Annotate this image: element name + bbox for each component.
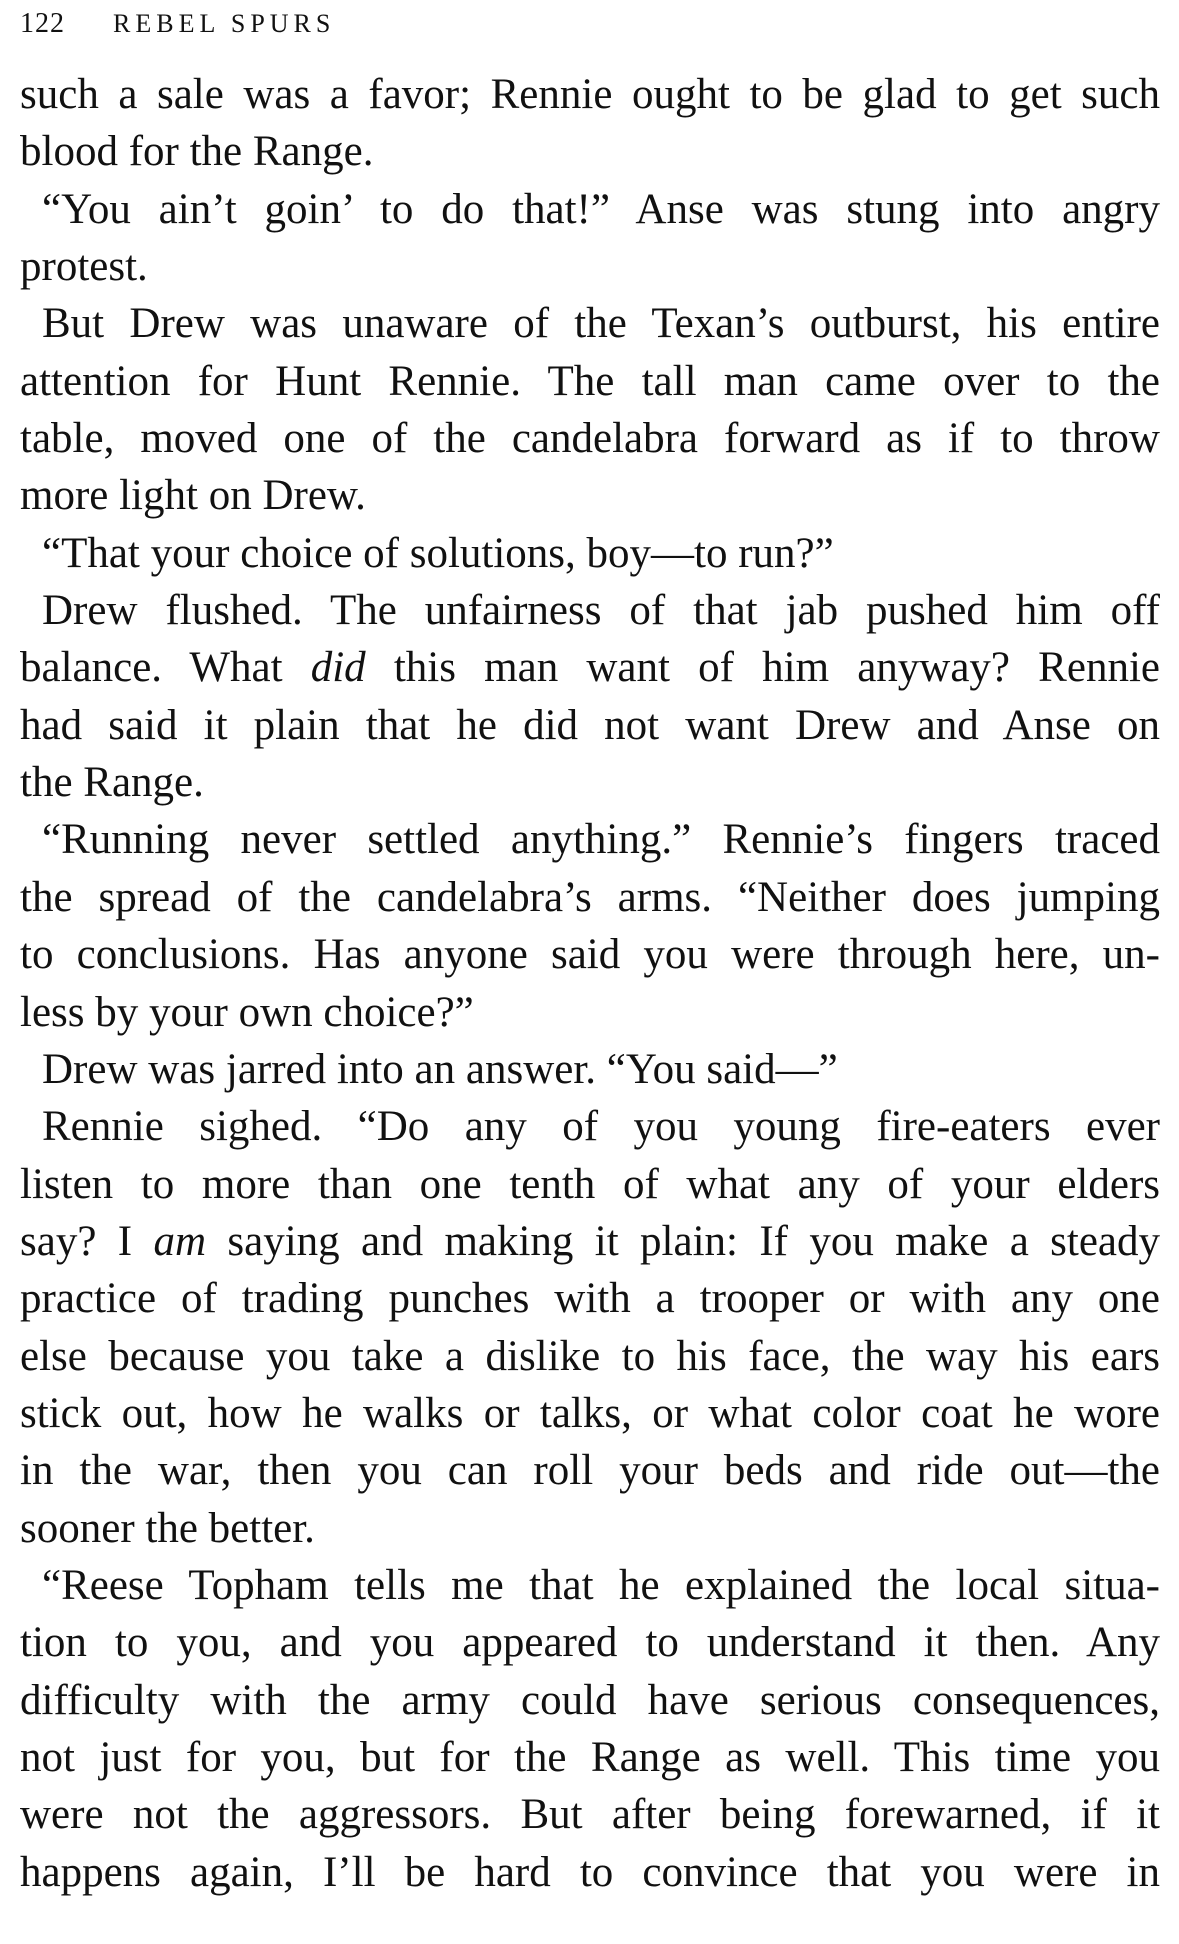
text-line: “Reese Topham tells me that he explained the local situa- [42,1561,1160,1609]
page-number: 122 [20,8,65,39]
text-line: stick out, how he walks or talks, or what color coat he wore [20,1389,1160,1437]
text-line: Drew flushed. The unfairness of that jab pushed him off [42,587,1160,635]
book-title: REBEL SPURS [113,9,336,38]
text-line: But Drew was unaware of the Texan’s outburst, his entire [42,300,1160,348]
text-line: sooner the better. [20,1504,315,1552]
text-line: Rennie sighed. “Do any of you young fire-eaters ever [42,1103,1160,1151]
text-line: the Range. [20,759,204,807]
text-line: protest. [20,243,148,291]
body-text [20,66,1160,1901]
text-line: to conclusions. Has anyone said you were through here, un- [20,931,1160,979]
text-line: less by your own choice?” [20,988,474,1036]
text-line: tion to you, and you appeared to understand it then. Any [20,1619,1160,1667]
text-line: more light on Drew. [20,472,366,520]
emphasis: did [310,644,366,692]
text-line: blood for the Range. [20,128,374,176]
text-line: table, moved one of the candelabra forward as if to throw [20,415,1160,463]
text-line: happens again, I’ll be hard to convince that you were in [20,1848,1160,1896]
text-line: else because you take a dislike to his face, the way his ears [20,1332,1160,1380]
running-head [20,10,335,38]
text-line: in the war, then you can roll your beds and ride out—the [20,1447,1160,1495]
text-line: such a sale was a favor; Rennie ought to be glad to get such [20,71,1160,118]
text-line: Drew was jarred into an answer. “You said—” [42,1045,838,1093]
text-line: practice of trading punches with a trooper or with any one [20,1275,1160,1323]
text-line: the spread of the candelabra’s arms. “Neither does jumping [20,873,1160,921]
text-line: “That your choice of solutions, boy—to run?” [42,529,834,577]
text-line: attention for Hunt Rennie. The tall man came over to the [20,357,1160,405]
text-line: had said it plain that he did not want Drew and Anse on [20,701,1160,749]
text-line: listen to more than one tenth of what any of your elders [20,1160,1160,1208]
text-line: not just for you, but for the Range as well. This time you [20,1733,1160,1781]
text-line: were not the aggressors. But after being forewarned, if it [20,1791,1160,1839]
text-line: balance. What did this man want of him anyway? Rennie [20,644,1160,692]
text-line: “You ain’t goin’ to do that!” Anse was stung into angry [42,185,1160,233]
text-line: difficulty with the army could have serious consequences, [20,1676,1160,1724]
emphasis: am [153,1217,207,1265]
text-line: “Running never settled anything.” Rennie’s fingers traced [42,816,1160,864]
text-line: say? I am saying and making it plain: If you make a steady [20,1217,1160,1265]
